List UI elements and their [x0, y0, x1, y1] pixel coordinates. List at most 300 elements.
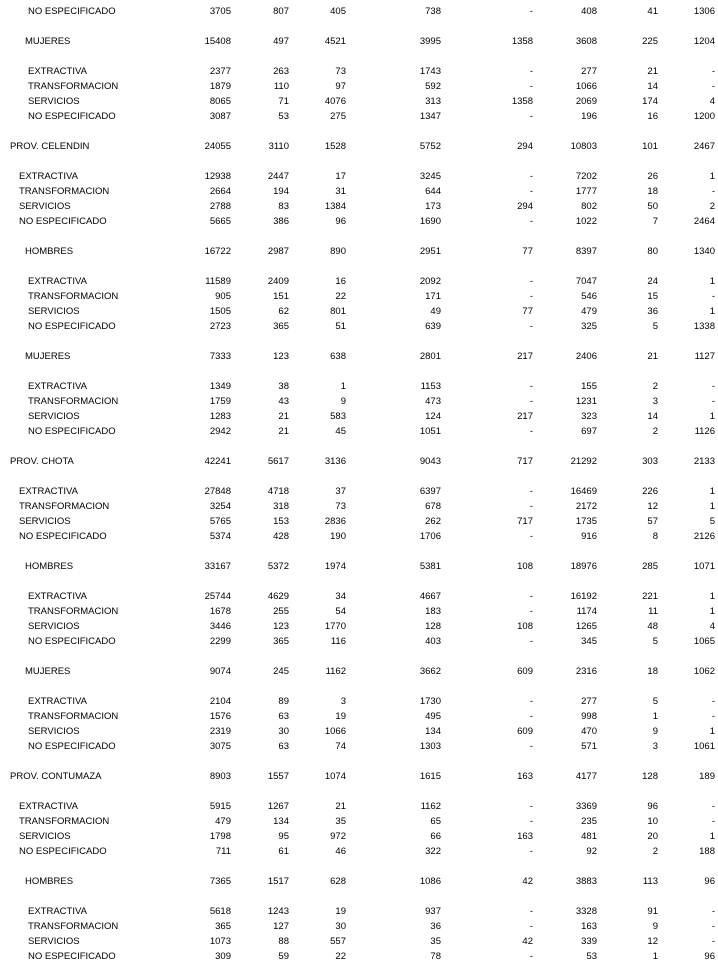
table-cell: 1770: [324, 621, 346, 632]
table-cell: 277: [581, 66, 597, 77]
table-cell: 1265: [575, 621, 597, 632]
table-cell: 174: [642, 96, 658, 107]
table-cell: 18: [647, 666, 658, 677]
table-row: [0, 96, 718, 108]
table-cell: 163: [517, 831, 533, 842]
table-cell: 1303: [419, 741, 441, 752]
table-cell: 66: [430, 831, 441, 842]
row-label: SERVICIOS: [28, 621, 80, 632]
table-cell: 9: [652, 921, 658, 932]
table-cell: 77: [522, 306, 533, 317]
table-cell: 35: [430, 936, 441, 947]
table-cell: 30: [335, 921, 346, 932]
table-cell: 1879: [209, 81, 231, 92]
table-cell: 116: [330, 636, 346, 647]
table-row: [0, 531, 718, 543]
table-cell: 807: [273, 6, 289, 17]
table-cell: 638: [330, 351, 346, 362]
table-cell: 4718: [267, 486, 289, 497]
table-cell: 9074: [209, 666, 231, 677]
table-cell: 1: [652, 711, 658, 722]
table-cell: 19: [335, 906, 346, 917]
row-label: MUJERES: [25, 666, 71, 677]
table-cell: 128: [425, 621, 441, 632]
table-cell: -: [529, 951, 533, 962]
table-cell: 15: [647, 291, 658, 302]
table-cell: 3995: [419, 36, 441, 47]
table-cell: 4: [709, 621, 715, 632]
table-cell: 905: [215, 291, 231, 302]
table-cell: 196: [581, 111, 597, 122]
table-cell: 1505: [209, 306, 231, 317]
table-cell: 163: [581, 921, 597, 932]
row-label: NO ESPECIFICADO: [19, 846, 107, 857]
table-cell: 92: [586, 846, 597, 857]
table-cell: 937: [425, 906, 441, 917]
table-cell: 9: [340, 396, 346, 407]
table-cell: -: [529, 426, 533, 437]
table-cell: 11589: [205, 276, 231, 287]
row-label: PROV. CELENDIN: [10, 141, 90, 152]
table-cell: 96: [335, 216, 346, 227]
row-label: EXTRACTIVA: [28, 696, 87, 707]
table-cell: 2801: [419, 351, 441, 362]
table-row: [0, 906, 718, 918]
table-cell: 3110: [268, 141, 289, 152]
table-cell: 1358: [511, 36, 533, 47]
table-row: [0, 831, 718, 843]
table-row: [0, 561, 718, 573]
table-cell: 123: [273, 621, 289, 632]
table-cell: 190: [330, 531, 346, 542]
table-cell: 1730: [419, 696, 441, 707]
table-cell: 9: [652, 726, 658, 737]
table-cell: 12: [647, 501, 658, 512]
table-cell: 1: [709, 591, 715, 602]
table-cell: 1: [709, 411, 715, 422]
table-cell: 1153: [420, 381, 441, 392]
table-cell: 1066: [575, 81, 597, 92]
table-cell: 27848: [204, 486, 231, 497]
row-label: PROV. CHOTA: [10, 456, 74, 467]
table-cell: 277: [581, 696, 597, 707]
table-cell: 24055: [204, 141, 231, 152]
table-cell: 1743: [419, 66, 441, 77]
table-cell: 365: [273, 636, 289, 647]
table-cell: 717: [517, 516, 533, 527]
table-cell: 583: [330, 411, 346, 422]
table-row: [0, 516, 718, 528]
table-cell: 78: [430, 951, 441, 962]
table-cell: 97: [335, 81, 346, 92]
table-cell: 41: [647, 6, 658, 17]
table-row: [0, 426, 718, 438]
table-cell: 1528: [324, 141, 346, 152]
row-label: TRANSFORMACION: [19, 816, 110, 827]
row-label: EXTRACTIVA: [28, 906, 87, 917]
table-cell: -: [529, 66, 533, 77]
table-cell: -: [711, 81, 715, 92]
table-cell: -: [529, 636, 533, 647]
table-cell: 1: [709, 171, 715, 182]
table-cell: 49: [430, 306, 441, 317]
table-row: [0, 66, 718, 78]
row-label: EXTRACTIVA: [19, 486, 78, 497]
table-cell: 3: [340, 696, 346, 707]
table-row: [0, 276, 718, 288]
table-cell: 1: [709, 486, 715, 497]
table-cell: 1162: [420, 801, 441, 812]
table-cell: 1347: [419, 111, 441, 122]
table-cell: 8397: [575, 246, 597, 257]
table-cell: 1517: [267, 876, 289, 887]
table-cell: 1349: [209, 381, 231, 392]
table-cell: 639: [425, 321, 441, 332]
table-cell: 221: [642, 591, 658, 602]
table-cell: 12938: [204, 171, 231, 182]
row-label: EXTRACTIVA: [19, 801, 78, 812]
table-cell: 5372: [267, 561, 289, 572]
table-cell: 226: [642, 486, 658, 497]
table-cell: 48: [647, 621, 658, 632]
table-cell: -: [529, 6, 533, 17]
table-cell: 546: [581, 291, 597, 302]
table-cell: 1678: [209, 606, 231, 617]
table-cell: 998: [581, 711, 597, 722]
table-row: [0, 111, 718, 123]
table-row: [0, 216, 718, 228]
table-cell: 45: [335, 426, 346, 437]
table-cell: 428: [273, 531, 289, 542]
table-cell: -: [529, 321, 533, 332]
table-cell: 2319: [209, 726, 231, 737]
table-cell: 2406: [575, 351, 597, 362]
table-cell: 711: [215, 846, 231, 857]
table-cell: 11: [648, 606, 658, 617]
table-cell: 134: [425, 726, 441, 737]
table-cell: 171: [425, 291, 441, 302]
table-cell: 26: [647, 171, 658, 182]
table-cell: 42241: [204, 456, 231, 467]
table-cell: 1231: [575, 396, 597, 407]
table-cell: -: [711, 66, 715, 77]
table-row: [0, 351, 718, 363]
row-label: TRANSFORMACION: [28, 396, 119, 407]
row-label: TRANSFORMACION: [19, 186, 110, 197]
table-cell: 1557: [267, 771, 289, 782]
table-cell: 4177: [575, 771, 597, 782]
table-cell: 16: [647, 111, 658, 122]
table-cell: 6397: [419, 486, 441, 497]
table-row: [0, 696, 718, 708]
table-row: [0, 921, 718, 933]
table-cell: 16722: [204, 246, 231, 257]
table-cell: 15408: [204, 36, 231, 47]
table-cell: 4076: [324, 96, 346, 107]
table-cell: 10: [647, 816, 658, 827]
row-label: EXTRACTIVA: [19, 171, 78, 182]
row-label: NO ESPECIFICADO: [28, 321, 116, 332]
table-cell: 71: [278, 96, 289, 107]
table-cell: 73: [335, 66, 346, 77]
table-cell: 63: [278, 711, 289, 722]
table-cell: 62: [278, 306, 289, 317]
table-cell: 322: [425, 846, 441, 857]
row-label: SERVICIOS: [28, 96, 80, 107]
table-row: [0, 801, 718, 813]
row-label: TRANSFORMACION: [28, 606, 119, 617]
table-cell: 1: [709, 501, 715, 512]
table-cell: 36: [430, 921, 441, 932]
table-cell: 5374: [209, 531, 231, 542]
table-cell: 1576: [209, 711, 231, 722]
row-label: TRANSFORMACION: [28, 921, 119, 932]
table-cell: 4629: [267, 591, 289, 602]
table-cell: -: [529, 81, 533, 92]
table-cell: 151: [273, 291, 289, 302]
row-label: EXTRACTIVA: [28, 276, 87, 287]
table-cell: 1065: [693, 636, 715, 647]
table-cell: -: [529, 216, 533, 227]
table-cell: 697: [581, 426, 597, 437]
table-cell: -: [711, 696, 715, 707]
table-cell: -: [529, 171, 533, 182]
table-cell: 24: [647, 276, 658, 287]
table-cell: -: [711, 936, 715, 947]
table-row: [0, 141, 718, 153]
table-cell: 1338: [693, 321, 715, 332]
table-cell: 21: [647, 351, 658, 362]
table-cell: 2409: [267, 276, 289, 287]
row-label: NO ESPECIFICADO: [28, 951, 116, 962]
table-cell: 801: [330, 306, 346, 317]
table-cell: 738: [425, 6, 441, 17]
table-cell: 25744: [204, 591, 231, 602]
row-label: TRANSFORMACION: [19, 501, 110, 512]
table-cell: 323: [581, 411, 597, 422]
row-label: SERVICIOS: [19, 201, 71, 212]
row-label: HOMBRES: [25, 246, 74, 257]
table-cell: 4: [709, 96, 715, 107]
table-cell: -: [711, 396, 715, 407]
table-cell: 19: [335, 711, 346, 722]
table-cell: 1174: [576, 606, 597, 617]
table-cell: 262: [425, 516, 441, 527]
table-cell: 5665: [209, 216, 231, 227]
table-cell: 63: [278, 741, 289, 752]
table-row: [0, 771, 718, 783]
row-label: TRANSFORMACION: [28, 711, 119, 722]
table-cell: 2464: [693, 216, 715, 227]
table-cell: 3087: [209, 111, 231, 122]
table-cell: 17: [335, 171, 346, 182]
table-cell: 318: [273, 501, 289, 512]
table-row: [0, 36, 718, 48]
row-label: PROV. CONTUMAZA: [10, 771, 102, 782]
table-cell: 8: [652, 531, 658, 542]
table-cell: -: [529, 531, 533, 542]
row-label: SERVICIOS: [19, 831, 71, 842]
table-cell: 294: [517, 141, 533, 152]
table-cell: 7333: [209, 351, 231, 362]
table-cell: 275: [330, 111, 346, 122]
table-cell: 16192: [570, 591, 597, 602]
table-cell: -: [529, 591, 533, 602]
table-row: [0, 636, 718, 648]
table-cell: 5: [709, 516, 715, 527]
table-cell: 1204: [693, 36, 715, 47]
table-cell: 46: [335, 846, 346, 857]
table-cell: -: [529, 291, 533, 302]
table-cell: 1384: [324, 201, 346, 212]
table-cell: 890: [330, 246, 346, 257]
table-cell: 3136: [324, 456, 346, 467]
table-cell: 2467: [693, 141, 715, 152]
table-cell: 51: [335, 321, 346, 332]
row-label: NO ESPECIFICADO: [19, 531, 107, 542]
table-cell: 96: [647, 801, 658, 812]
table-cell: 1777: [575, 186, 597, 197]
table-cell: 1073: [209, 936, 231, 947]
table-cell: -: [529, 741, 533, 752]
table-cell: -: [711, 291, 715, 302]
table-cell: 2942: [209, 426, 231, 437]
row-label: HOMBRES: [25, 876, 74, 887]
table-row: [0, 951, 718, 963]
table-cell: 217: [517, 351, 533, 362]
table-cell: 2987: [267, 246, 289, 257]
table-cell: 1: [652, 951, 658, 962]
table-cell: 124: [425, 411, 441, 422]
table-cell: 2172: [575, 501, 597, 512]
table-cell: 5618: [209, 906, 231, 917]
table-cell: 3446: [209, 621, 231, 632]
table-cell: -: [529, 801, 533, 812]
table-cell: 609: [517, 726, 533, 737]
table-cell: 20: [647, 831, 658, 842]
table-cell: -: [529, 921, 533, 932]
table-cell: 386: [273, 216, 289, 227]
table-cell: 3075: [209, 741, 231, 752]
table-cell: 53: [278, 111, 289, 122]
row-label: HOMBRES: [25, 561, 74, 572]
table-cell: 2377: [209, 66, 231, 77]
table-cell: 53: [586, 951, 597, 962]
table-cell: 313: [425, 96, 441, 107]
table-row: [0, 606, 718, 618]
table-row: [0, 741, 718, 753]
table-cell: 1: [709, 306, 715, 317]
table-cell: 1340: [693, 246, 715, 257]
table-row: [0, 186, 718, 198]
row-label: NO ESPECIFICADO: [28, 6, 116, 17]
row-label: SERVICIOS: [19, 516, 71, 527]
table-cell: 5: [652, 696, 658, 707]
table-cell: 18: [647, 186, 658, 197]
table-cell: 1127: [694, 351, 715, 362]
row-label: NO ESPECIFICADO: [28, 741, 116, 752]
table-row: [0, 936, 718, 948]
table-cell: 1: [709, 606, 715, 617]
table-row: [0, 591, 718, 603]
table-cell: 5765: [209, 516, 231, 527]
table-cell: 128: [642, 771, 658, 782]
table-cell: 36: [647, 306, 658, 317]
table-cell: 1126: [694, 426, 715, 437]
table-cell: 21: [647, 66, 658, 77]
table-cell: 16: [335, 276, 346, 287]
table-row: [0, 876, 718, 888]
table-cell: 2: [709, 201, 715, 212]
table-cell: 1358: [511, 96, 533, 107]
table-cell: 2133: [693, 456, 715, 467]
table-cell: 8903: [209, 771, 231, 782]
table-row: [0, 621, 718, 633]
table-cell: -: [529, 111, 533, 122]
table-cell: 1162: [325, 666, 346, 677]
table-cell: 2299: [209, 636, 231, 647]
row-label: NO ESPECIFICADO: [28, 426, 116, 437]
table-cell: 972: [330, 831, 346, 842]
table-cell: 96: [704, 951, 715, 962]
table-cell: -: [529, 501, 533, 512]
row-label: SERVICIOS: [28, 936, 80, 947]
table-cell: -: [711, 921, 715, 932]
table-cell: 245: [273, 666, 289, 677]
table-cell: 1200: [693, 111, 715, 122]
table-cell: 2951: [419, 246, 441, 257]
table-cell: 155: [581, 381, 597, 392]
table-cell: 802: [581, 201, 597, 212]
table-cell: 108: [517, 621, 533, 632]
table-cell: 1: [709, 831, 715, 842]
table-row: [0, 501, 718, 513]
table-cell: 1: [709, 276, 715, 287]
table-cell: 1798: [209, 831, 231, 842]
table-cell: 88: [278, 936, 289, 947]
table-cell: 1243: [267, 906, 289, 917]
table-cell: 3254: [209, 501, 231, 512]
table-row: [0, 411, 718, 423]
table-cell: 123: [273, 351, 289, 362]
table-row: [0, 171, 718, 183]
table-cell: 9043: [419, 456, 441, 467]
table-cell: -: [529, 186, 533, 197]
table-cell: 1306: [693, 6, 715, 17]
table-cell: 50: [647, 201, 658, 212]
table-cell: 1086: [419, 876, 441, 887]
table-row: [0, 306, 718, 318]
table-row: [0, 726, 718, 738]
table-cell: 225: [642, 36, 658, 47]
table-cell: 2069: [575, 96, 597, 107]
row-label: SERVICIOS: [28, 411, 80, 422]
table-cell: 592: [425, 81, 441, 92]
table-cell: 5915: [209, 801, 231, 812]
table-cell: -: [529, 276, 533, 287]
table-cell: 183: [425, 606, 441, 617]
row-label: EXTRACTIVA: [28, 381, 87, 392]
table-cell: 73: [335, 501, 346, 512]
table-cell: 57: [647, 516, 658, 527]
table-cell: 2836: [324, 516, 346, 527]
table-cell: 1022: [575, 216, 597, 227]
table-cell: 2: [652, 426, 658, 437]
table-cell: 4667: [419, 591, 441, 602]
table-cell: 80: [647, 246, 658, 257]
table-cell: -: [711, 816, 715, 827]
table-cell: 571: [581, 741, 597, 752]
